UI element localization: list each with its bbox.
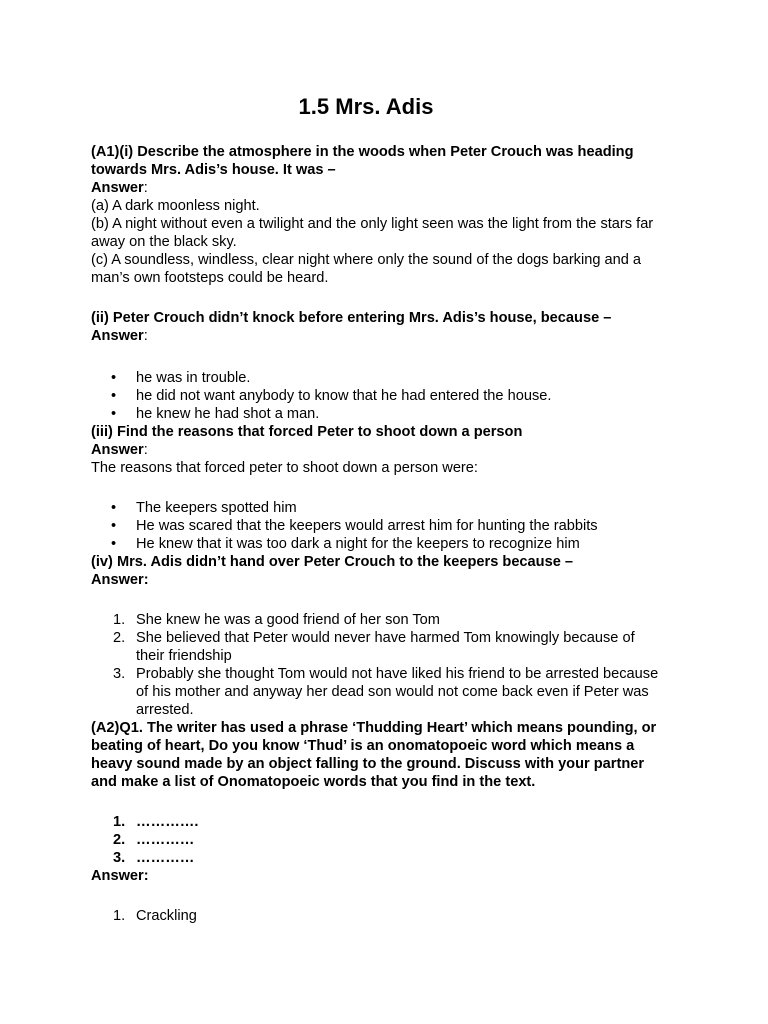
answer-text: man’s own footsteps could be heard. [91, 270, 329, 286]
answer-text: The reasons that forced peter to shoot down a person were: [91, 460, 478, 476]
answer-text: (c) A soundless, windless, clear night where only the sound of the dogs barking and a [91, 252, 642, 268]
page-title: 1.5 Mrs. Adis [298, 94, 434, 119]
list-item: 1. Crackling [113, 908, 197, 924]
question-text: (iii) Find the reasons that forced Peter to shoot down a person [91, 424, 523, 440]
bullet-list [91, 369, 691, 477]
question-text: beating of heart, Do you know ‘Thud’ is an onomatopoeic word which means a [91, 738, 635, 754]
answer-text: (b) A night without even a twilight and the only light seen was the light from the stars far [91, 216, 654, 232]
list-item: • He knew that it was too dark a night for the keepers to recognize him [91, 535, 691, 553]
question-text: heavy sound made by an object falling to the ground. Discuss with your partner [91, 756, 645, 772]
list-item: • The keepers spotted him [91, 499, 691, 517]
answer-label: Answer: [91, 572, 149, 588]
list-item: • He was scared that the keepers would arrest him for hunting the rabbits [91, 517, 691, 535]
list-item: • he did not want anybody to know that he had entered the house. [91, 387, 691, 405]
answer-text: (a) A dark moonless night. [91, 198, 260, 214]
numbered-list [91, 611, 691, 791]
answer-label: Answer: [91, 442, 148, 458]
list-item: 2. ………… [113, 832, 195, 848]
list-item: 1. …………. [113, 814, 199, 830]
answer-label: Answer: [91, 328, 148, 344]
question-ii [91, 309, 691, 345]
answer-label: Answer: [91, 868, 149, 884]
blank-list [91, 813, 691, 885]
list-item: 1. She knew he was a good friend of her son Tom [113, 612, 440, 628]
question-text: and make a list of Onomatopoeic words that you find in the text. [91, 774, 536, 790]
question-text: towards Mrs. Adis’s house. It was – [91, 162, 336, 178]
answer-text: away on the black sky. [91, 234, 237, 250]
question-text: (A2)Q1. The writer has used a phrase ‘Thudding Heart’ which means pounding, or [91, 720, 657, 736]
answer-label: Answer: [91, 180, 148, 196]
list-item: 2. She believed that Peter would never have harmed Tom knowingly because of their friendship [113, 630, 635, 664]
question-text: (iv) Mrs. Adis didn’t hand over Peter Crouch to the keepers because – [91, 554, 573, 570]
list-item: • he was in trouble. [91, 369, 691, 387]
list-item: 3. Probably she thought Tom would not have liked his friend to be arrested because of his mother and anyway her dead son would not come back even if Peter was arrested. [113, 666, 659, 718]
question-text: (A1)(i) Describe the atmosphere in the woods when Peter Crouch was heading [91, 144, 634, 160]
list-item: 3. ………… [113, 850, 195, 866]
question-text: (ii) Peter Crouch didn’t knock before entering Mrs. Adis’s house, because – [91, 310, 612, 326]
list-item: • he knew he had shot a man. [91, 405, 691, 423]
question-a1-i [91, 143, 691, 287]
answer-list [91, 907, 691, 925]
bullet-list [91, 499, 691, 589]
